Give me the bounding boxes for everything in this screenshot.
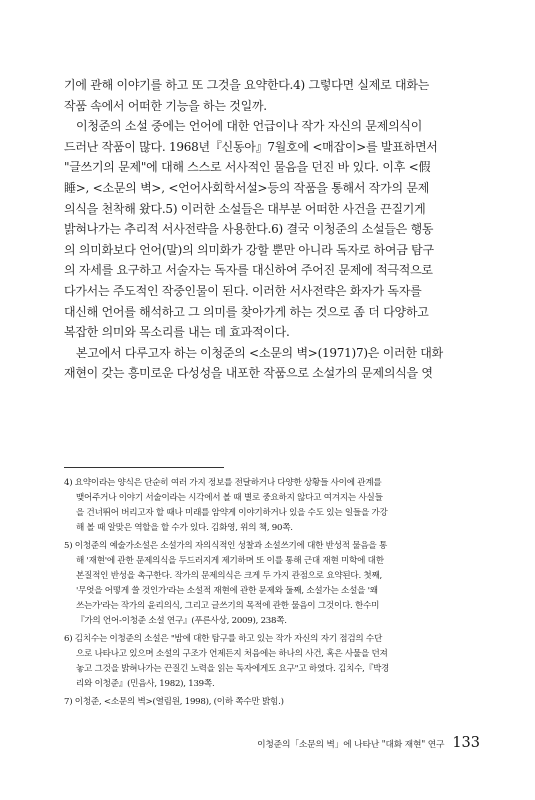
footnote-line: 놓고 그것을 밝혀나가는 끈질긴 노력을 읽는 독자에게도 요구"고 하였다. 김치수,『박경 bbox=[76, 664, 390, 674]
footnote-7 bbox=[64, 695, 471, 710]
footnote-line: '무엇을 어떻게 쓸 것인가'라는 소설적 재현에 관한 문제와 둘째, 소설가는 소설을 '왜 bbox=[76, 586, 378, 596]
body-line: 의 의미화보다 언어(말)의 의미화가 강할 뿐만 아니라 독자로 하여금 탐구 bbox=[64, 242, 434, 257]
body-line: 睡>, <소문의 벽>, <언어사회학서설>등의 작품을 통해서 작가의 문제 bbox=[64, 180, 430, 195]
body-line: "글쓰기의 문제"에 대해 스스로 서사적인 물음을 던진 바 있다. 이후 <假 bbox=[64, 160, 431, 175]
body-line: 의 자세를 요구하고 서술자는 독자를 대신하여 주어진 문제에 적극적으로 bbox=[64, 263, 433, 278]
footnote-line: 리와 이청준』(민음사, 1982), 139쪽. bbox=[76, 679, 215, 689]
footnote-line: 7) 이청준, <소문의 벽>(열림원, 1998), (이하 쪽수만 밝힘.) bbox=[64, 697, 284, 707]
footnote-line: 을 건너뛰어 버리고자 할 때나 미래를 암약게 이야기하거나 있을 수도 있는 일들을 가강 bbox=[76, 508, 388, 518]
body-line: 대신해 언어를 해석하고 그 의미를 찾아가게 하는 것으로 좀 더 다양하고 bbox=[64, 304, 429, 319]
footnote-line: 맺어주거나 이야기 서술이라는 시각에서 볼 때 별로 중요하지 않다고 여겨지는 사실들 bbox=[76, 493, 383, 503]
body-line: 재현이 갖는 흥미로운 다성성을 내포한 작품으로 소설가의 문제의식을 엿 bbox=[64, 366, 433, 381]
footnote-line: 쓰는가'라는 작가의 윤리의식, 그리고 글쓰기의 목적에 관한 물음이 그것이다. 한수미 bbox=[76, 601, 380, 611]
body-line: 복잡한 의미와 목소리를 내는 데 효과적이다. bbox=[64, 325, 290, 340]
footnote-line: 해 볼 때 알맞은 역할을 할 수가 있다. 김화영, 위의 책, 90쪽. bbox=[76, 523, 293, 533]
footnote-4 bbox=[64, 476, 471, 536]
footnote-5 bbox=[64, 539, 471, 629]
paragraph-start: 본고에서 다루고자 하는 이청준의 <소문의 벽>(1971)7)은 이러한 대화 bbox=[76, 345, 443, 360]
body-text bbox=[64, 75, 471, 384]
footnote-line: 으로 나타나고 있으며 소설의 구조가 언제든지 처음에는 하나의 사건, 혹은 사물을 던져 bbox=[76, 649, 388, 659]
running-title: 이청준의「소문의 벽」에 나타난 "대화 재현" 연구 bbox=[257, 740, 445, 750]
footnote-line: 4) 요약이라는 양식은 단순히 여러 가지 정보를 전달하거나 다양한 상황들 사이에 관계를 bbox=[64, 478, 382, 488]
footnotes bbox=[64, 476, 471, 713]
paragraph-start: 이청준의 소설 중에는 언어에 대한 언급이나 작가 자신의 문제의식이 bbox=[76, 119, 423, 134]
footnote-separator bbox=[64, 467, 224, 468]
footnote-line: 6) 김치수는 이청준의 소설은 "밤에 대한 탐구를 하고 있는 작가 자신의 자기 점검의 수단 bbox=[64, 634, 383, 644]
footnote-6 bbox=[64, 632, 471, 692]
body-line: 드러난 작품이 많다. 1968년『신동아』7월호에 <매잡이>를 발표하면서 bbox=[64, 139, 438, 154]
footnote-line: 본질적인 반성을 촉구한다. 작가의 문제의식은 크게 두 가지 관점으로 요약된다. 첫째, bbox=[76, 571, 383, 581]
body-line: 밝혀나가는 추리적 서사전략을 사용한다.6) 결국 이청준의 소설들은 행동 bbox=[64, 222, 434, 237]
body-line: 다가서는 주도적인 작중인물이 된다. 이러한 서사전략은 화자가 독자를 bbox=[64, 283, 422, 298]
footnote-line: 5) 이청준의 예술가소설은 소설가의 자의식적인 성찰과 소설쓰기에 대한 반성적 물음을 통 bbox=[64, 541, 387, 551]
footnote-line: 해 '재현'에 관한 문제의식을 두드러지게 제기하며 또 이를 통해 근대 재현 미학에 대한 bbox=[76, 556, 384, 566]
body-line: 기에 관해 이야기를 하고 또 그것을 요약한다.4) 그렇다면 실제로 대화는 bbox=[64, 78, 430, 92]
page-footer bbox=[220, 735, 480, 755]
body-line: 의식을 천착해 왔다.5) 이러한 소설들은 대부분 어떠한 사건을 끈질기게 bbox=[64, 201, 426, 216]
body-line: 작품 속에서 어떠한 기능을 하는 것일까. bbox=[64, 98, 267, 113]
footnote-line: 『가의 언어-이청준 소설 연구』(푸른사상, 2009), 238쪽. bbox=[76, 616, 287, 626]
page-number: 133 bbox=[452, 735, 480, 751]
